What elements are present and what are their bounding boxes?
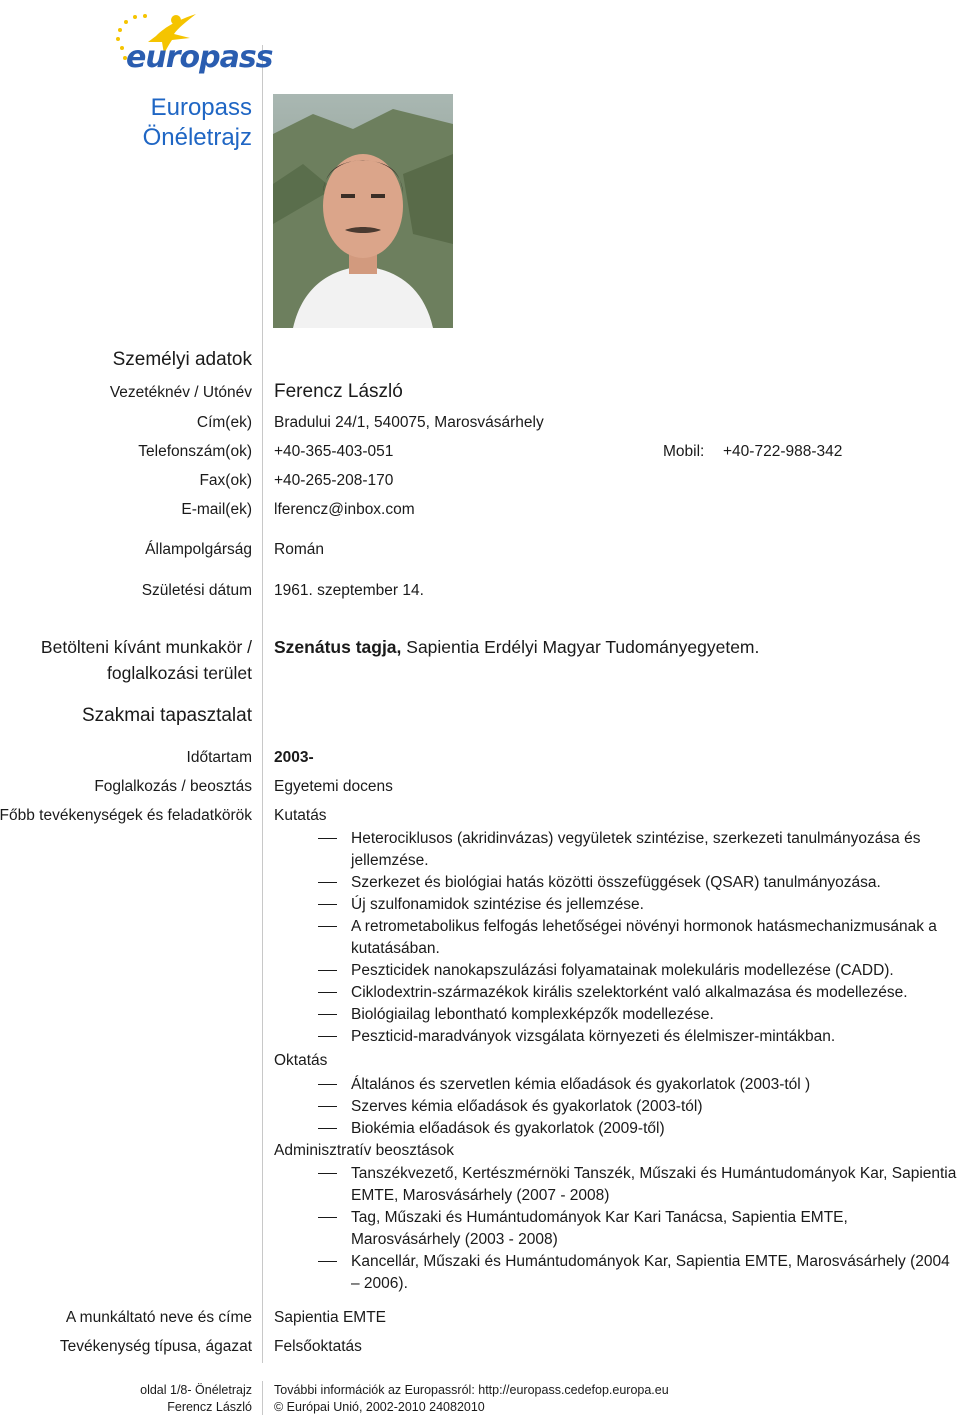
footer-info-link[interactable]: További információk az Europassról: http://europass.cedefop.europa.eu: [274, 1383, 669, 1397]
dash-icon: [318, 992, 337, 993]
nationality-label: Állampolgárság: [145, 541, 252, 558]
list-item: Peszticidek nanokapszulázási folyamatainak molekuláris modellezése (CADD).: [318, 960, 960, 982]
cv-title: [143, 93, 252, 153]
sector-value: Felsőoktatás: [274, 1338, 362, 1355]
duration-label: Időtartam: [186, 749, 252, 766]
footer-copyright: © Európai Unió, 2002-2010 24082010: [274, 1400, 485, 1414]
section-personal: Személyi adatok: [112, 349, 252, 370]
portrait-photo: [273, 94, 453, 328]
list-item: Biológiailag lebontható komplexképzők modellezése.: [318, 1004, 960, 1026]
name-label: Vezetéknév / Utónév: [109, 384, 252, 401]
occupation-label: Foglalkozás / beosztás: [94, 778, 252, 795]
phone-value: +40-365-403-051: [274, 443, 394, 460]
full-name: Ferencz László: [274, 381, 403, 402]
cv-title-line1: Europass: [150, 94, 252, 121]
desired-position-value: [274, 637, 759, 658]
footer-divider: [262, 1381, 263, 1415]
research-list: [318, 828, 960, 1048]
list-item: Új szulfonamidok szintézise és jellemzése.: [318, 894, 960, 916]
list-item: Heterociklusos (akridinvázas) vegyületek szintézise, szerkezeti tanulmányozása és jellemzése.: [318, 828, 960, 872]
address-value: Bradului 24/1, 540075, Marosvásárhely: [274, 414, 544, 431]
portrait-photo-icon: [273, 94, 453, 328]
research-heading: Kutatás: [274, 807, 327, 824]
desired-label-line1: Betölteni kívánt munkakör /: [40, 637, 252, 657]
admin-heading: Adminisztratív beosztások: [274, 1142, 455, 1159]
nationality-value: Román: [274, 541, 324, 558]
address-label: Cím(ek): [196, 414, 252, 431]
dash-icon: [318, 882, 337, 883]
birth-label: Születési dátum: [141, 582, 252, 599]
dash-icon: [318, 904, 337, 905]
dash-icon: [318, 1217, 337, 1218]
footer-right: [274, 1382, 669, 1416]
teaching-list: [318, 1074, 960, 1140]
activities-label: Főbb tevékenységek és feladatkörök: [0, 807, 252, 824]
admin-list: [318, 1163, 960, 1295]
footer-page: oldal 1/8- Önéletrajz: [140, 1383, 252, 1397]
europass-wordmark: europass: [126, 40, 273, 75]
dash-icon: [318, 926, 337, 927]
phone-label: Telefonszám(ok): [138, 443, 252, 460]
list-item: Tag, Műszaki és Humántudományok Kar Kari Tanácsa, Sapientia EMTE, Marosvásárhely (2003 - 2008): [318, 1207, 960, 1251]
duration-value: 2003-: [274, 749, 314, 766]
position-rest: Sapientia Erdélyi Magyar Tudományegyetem.: [401, 637, 760, 657]
list-item: Kancellár, Műszaki és Humántudományok Kar, Sapientia EMTE, Marosvásárhely (2004 – 2006).: [318, 1251, 960, 1295]
dash-icon: [318, 1084, 337, 1085]
mobile-label: Mobil:: [663, 443, 705, 460]
column-divider: [262, 45, 263, 1363]
birth-value: 1961. szeptember 14.: [274, 582, 424, 599]
list-item: Szerves kémia előadások és gyakorlatok (2003-tól): [318, 1096, 960, 1118]
mobile-value: +40-722-988-342: [723, 443, 843, 460]
email-label: E-mail(ek): [181, 501, 252, 518]
employer-label: A munkáltató neve és címe: [65, 1309, 252, 1326]
position-bold: Szenátus tagja,: [274, 637, 402, 657]
footer-left: [140, 1382, 252, 1416]
dash-icon: [318, 838, 337, 839]
dash-icon: [318, 1128, 337, 1129]
fax-label: Fax(ok): [199, 472, 252, 489]
dash-icon: [318, 970, 337, 971]
dash-icon: [318, 1014, 337, 1015]
desired-label-line2: foglalkozási terület: [107, 663, 252, 683]
list-item: Biokémia előadások és gyakorlatok (2009-től): [318, 1118, 960, 1140]
dash-icon: [318, 1036, 337, 1037]
dash-icon: [318, 1261, 337, 1262]
sector-label: Tevékenység típusa, ágazat: [59, 1338, 252, 1355]
list-item: A retrometabolikus felfogás lehetőségei növényi hormonok hatásmechanizmusának a kutatásában.: [318, 916, 960, 960]
cv-title-line2: Önéletrajz: [142, 124, 252, 151]
fax-value: +40-265-208-170: [274, 472, 394, 489]
list-item: Szerkezet és biológiai hatás közötti összefüggések (QSAR) tanulmányozása.: [318, 872, 960, 894]
list-item: Általános és szervetlen kémia előadások és gyakorlatok (2003-tól ): [318, 1074, 960, 1096]
list-item: Peszticid-maradványok vizsgálata környezeti és élelmiszer-mintákban.: [318, 1026, 960, 1048]
section-experience: Szakmai tapasztalat: [81, 705, 252, 726]
list-item: Tanszékvezető, Kertészmérnöki Tanszék, Műszaki és Humántudományok Kar, Sapientia EMTE, Marosvásárhely (2007 - 2008): [318, 1163, 960, 1207]
dash-icon: [318, 1173, 337, 1174]
email-link[interactable]: lferencz@inbox.com: [274, 501, 415, 518]
footer-name: Ferencz László: [167, 1400, 252, 1414]
occupation-value: Egyetemi docens: [274, 778, 393, 795]
desired-position-label: [41, 634, 252, 686]
teaching-heading: Oktatás: [274, 1052, 328, 1069]
dash-icon: [318, 1106, 337, 1107]
list-item: Ciklodextrin-származékok királis szelektorként való alkalmazása és modellezése.: [318, 982, 960, 1004]
employer-value: Sapientia EMTE: [274, 1309, 386, 1326]
europass-logo: [108, 8, 273, 78]
